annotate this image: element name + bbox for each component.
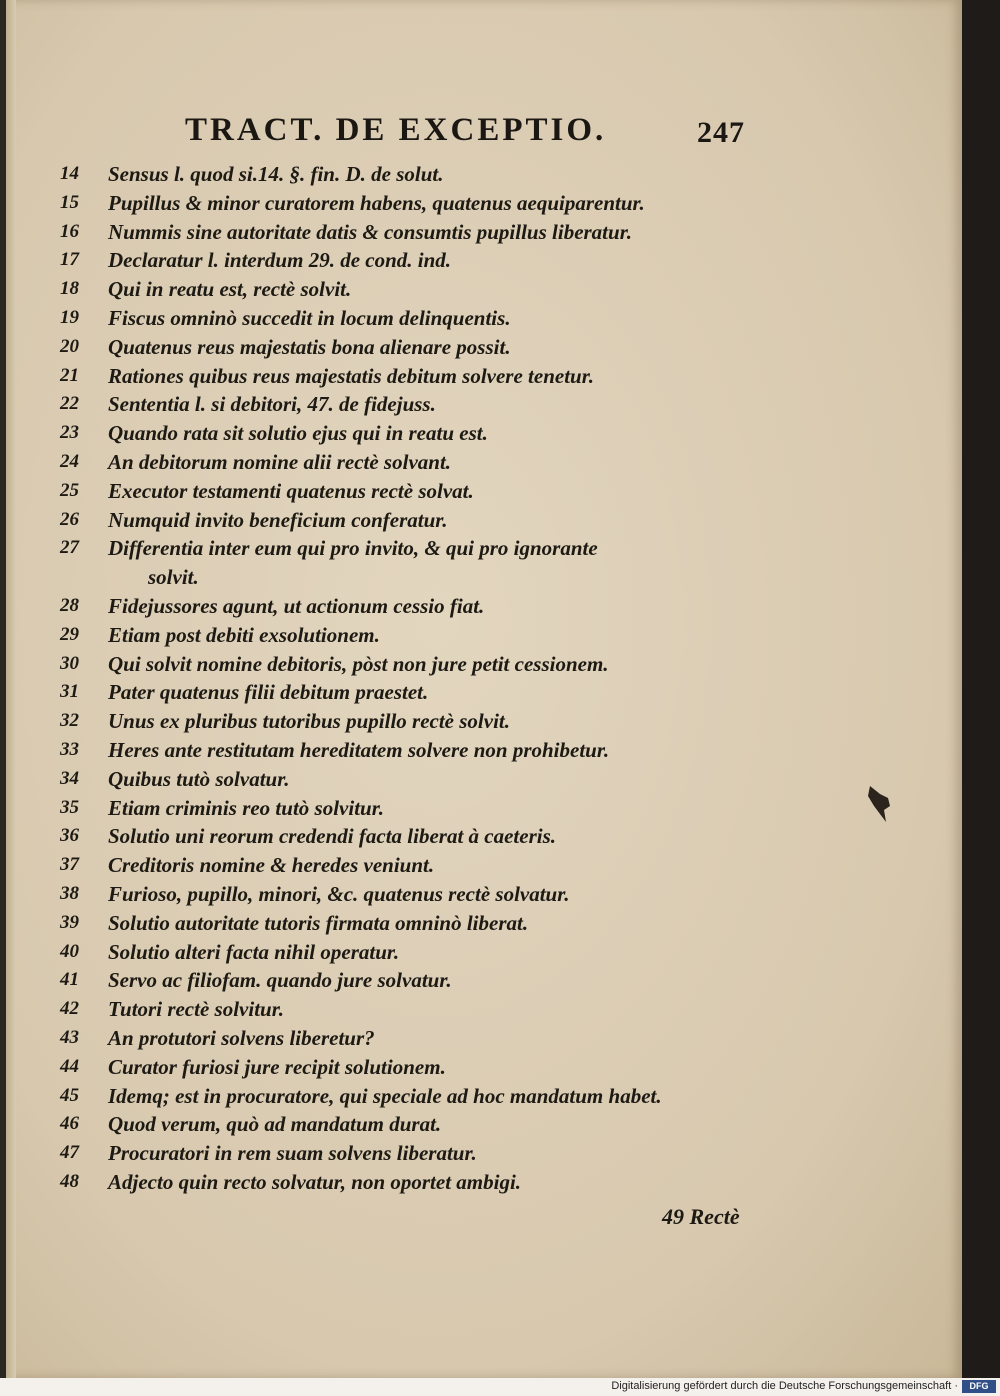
entry-number: 24 bbox=[60, 450, 79, 472]
entry-number: 46 bbox=[60, 1113, 79, 1135]
entry-text: Pupillus & minor curatorem habens, quatenus aequiparentur. bbox=[108, 190, 645, 215]
entry-text: solvit. bbox=[148, 565, 199, 590]
page-header bbox=[185, 112, 745, 158]
entry-text: Qui in reatu est, rectè solvit. bbox=[108, 277, 352, 302]
entry-number: 38 bbox=[60, 882, 79, 904]
summary-entry bbox=[60, 909, 720, 938]
entry-text: Quibus tutò solvatur. bbox=[108, 766, 290, 791]
summary-entry bbox=[60, 1053, 720, 1082]
entry-number: 47 bbox=[60, 1142, 79, 1164]
entry-number: 31 bbox=[60, 681, 79, 703]
dfg-logo: DFG bbox=[962, 1380, 996, 1393]
summary-entry bbox=[60, 390, 720, 419]
entry-text: Fiscus omninò succedit in locum delinquentis. bbox=[108, 305, 511, 330]
entry-number: 37 bbox=[60, 854, 79, 876]
summary-entry bbox=[60, 938, 720, 967]
entry-text: An protutori solvens liberetur? bbox=[108, 1025, 375, 1050]
summary-entry bbox=[60, 851, 720, 880]
entry-text: Rationes quibus reus majestatis debitum solvere tenetur. bbox=[108, 363, 594, 388]
summary-entry bbox=[60, 966, 720, 995]
entry-text: Quod verum, quò ad mandatum durat. bbox=[108, 1112, 442, 1137]
ink-blot bbox=[866, 784, 892, 824]
entry-text: Solutio uni reorum credendi facta liberat à caeteris. bbox=[108, 824, 557, 849]
entry-number: 30 bbox=[60, 652, 79, 674]
entry-text: Differentia inter eum qui pro invito, & qui pro ignorante bbox=[108, 536, 598, 561]
entry-number: 44 bbox=[60, 1055, 79, 1077]
summary-list bbox=[60, 160, 720, 1197]
entry-text: Pater quatenus filii debitum praestet. bbox=[108, 680, 429, 705]
summary-entry bbox=[60, 304, 720, 333]
summary-entry bbox=[60, 160, 720, 189]
summary-entry bbox=[60, 362, 720, 391]
entry-number: 29 bbox=[60, 623, 79, 645]
summary-entry bbox=[60, 650, 720, 679]
entry-number: 19 bbox=[60, 306, 79, 328]
entry-number: 42 bbox=[60, 998, 79, 1020]
entry-text: Curator furiosi jure recipit solutionem. bbox=[108, 1054, 446, 1079]
entry-number: 48 bbox=[60, 1170, 79, 1192]
summary-entry bbox=[60, 506, 720, 535]
entry-number: 20 bbox=[60, 335, 79, 357]
entry-text: Tutori rectè solvitur. bbox=[108, 997, 284, 1022]
entry-number: 33 bbox=[60, 738, 79, 760]
entry-number: 34 bbox=[60, 767, 79, 789]
summary-entry bbox=[60, 448, 720, 477]
entry-text: Idemq; est in procuratore, qui speciale ad hoc mandatum habet. bbox=[108, 1083, 662, 1108]
summary-entry bbox=[60, 707, 720, 736]
entry-number: 39 bbox=[60, 911, 79, 933]
summary-entry bbox=[60, 275, 720, 304]
entry-number: 16 bbox=[60, 220, 79, 242]
entry-text: Executor testamenti quatenus rectè solvat. bbox=[108, 478, 474, 503]
entry-text: Declaratur l. interdum 29. de cond. ind. bbox=[108, 248, 452, 273]
entry-text: Etiam post debiti exsolutionem. bbox=[108, 622, 380, 647]
entry-number: 40 bbox=[60, 940, 79, 962]
summary-entry bbox=[60, 880, 720, 909]
running-title: TRACT. DE EXCEPTIO. bbox=[185, 112, 607, 148]
summary-entry bbox=[60, 822, 720, 851]
page-edge bbox=[6, 0, 16, 1378]
summary-entry bbox=[60, 736, 720, 765]
entry-text: Procuratori in rem suam solvens liberatur. bbox=[108, 1141, 477, 1166]
entry-text: Fidejussores agunt, ut actionum cessio fiat. bbox=[108, 593, 485, 618]
summary-entry bbox=[60, 794, 720, 823]
entry-text: Sententia l. si debitori, 47. de fidejuss. bbox=[108, 392, 436, 417]
entry-number: 43 bbox=[60, 1026, 79, 1048]
entry-text: Solutio alteri facta nihil operatur. bbox=[108, 939, 400, 964]
summary-entry bbox=[60, 1139, 720, 1168]
entry-text: Nummis sine autoritate datis & consumtis pupillus liberatur. bbox=[108, 219, 632, 244]
summary-entry bbox=[60, 246, 720, 275]
entry-number: 27 bbox=[60, 537, 79, 559]
entry-text: Quatenus reus majestatis bona alienare possit. bbox=[108, 334, 511, 359]
summary-entry bbox=[60, 678, 720, 707]
entry-text: An debitorum nomine alii rectè solvant. bbox=[108, 449, 452, 474]
summary-entry bbox=[60, 592, 720, 621]
entry-number: 23 bbox=[60, 422, 79, 444]
summary-entry bbox=[60, 1168, 720, 1197]
summary-entry bbox=[60, 218, 720, 247]
entry-number: 17 bbox=[60, 249, 79, 271]
entry-text: Heres ante restitutam hereditatem solvere non prohibetur. bbox=[108, 737, 610, 762]
entry-text: Adjecto quin recto solvatur, non oportet ambigi. bbox=[108, 1169, 522, 1194]
entry-text: Solutio autoritate tutoris firmata omninò liberat. bbox=[108, 910, 529, 935]
entry-number: 45 bbox=[60, 1084, 79, 1106]
summary-entry bbox=[60, 563, 720, 592]
entry-number: 18 bbox=[60, 278, 79, 300]
entry-text: Sensus l. quod si.14. §. fin. D. de solut. bbox=[108, 162, 444, 186]
entry-number: 25 bbox=[60, 479, 79, 501]
summary-entry bbox=[60, 1110, 720, 1139]
summary-entry bbox=[60, 189, 720, 218]
entry-number: 28 bbox=[60, 594, 79, 616]
summary-entry bbox=[60, 534, 720, 563]
entry-number: 15 bbox=[60, 191, 79, 213]
scan-margin bbox=[962, 0, 1000, 1378]
entry-text: Furioso, pupillo, minori, &c. quatenus rectè solvatur. bbox=[108, 881, 570, 906]
entry-text: Numquid invito beneficium conferatur. bbox=[108, 507, 448, 532]
summary-entry bbox=[60, 333, 720, 362]
entry-number: 35 bbox=[60, 796, 79, 818]
summary-entry bbox=[60, 765, 720, 794]
entry-number: 14 bbox=[60, 163, 79, 184]
entry-text: Qui solvit nomine debitoris, pòst non jure petit cessionem. bbox=[108, 651, 609, 676]
footer-bar bbox=[0, 1378, 1000, 1396]
entry-text: Servo ac filiofam. quando jure solvatur. bbox=[108, 968, 452, 993]
summary-entry bbox=[60, 1024, 720, 1053]
entry-number: 22 bbox=[60, 393, 79, 415]
entry-text: Unus ex pluribus tutoribus pupillo rectè solvit. bbox=[108, 709, 510, 734]
entry-text: Quando rata sit solutio ejus qui in reatu est. bbox=[108, 421, 488, 446]
page-number: 247 bbox=[697, 116, 745, 149]
entry-number: 41 bbox=[60, 969, 79, 991]
entry-number: 26 bbox=[60, 508, 79, 530]
summary-entry bbox=[60, 1082, 720, 1111]
summary-entry bbox=[60, 419, 720, 448]
entry-text: Creditoris nomine & heredes veniunt. bbox=[108, 853, 435, 878]
summary-entry bbox=[60, 995, 720, 1024]
catchword: 49 Rectè bbox=[662, 1204, 740, 1229]
entry-number: 32 bbox=[60, 710, 79, 732]
footer-credit: Digitalisierung gefördert durch die Deutsche Forschungsgemeinschaft · bbox=[611, 1380, 958, 1392]
summary-entry bbox=[60, 621, 720, 650]
entry-number: 36 bbox=[60, 825, 79, 847]
summary-entry bbox=[60, 477, 720, 506]
entry-text: Etiam criminis reo tutò solvitur. bbox=[108, 795, 384, 820]
entry-number: 21 bbox=[60, 364, 79, 386]
